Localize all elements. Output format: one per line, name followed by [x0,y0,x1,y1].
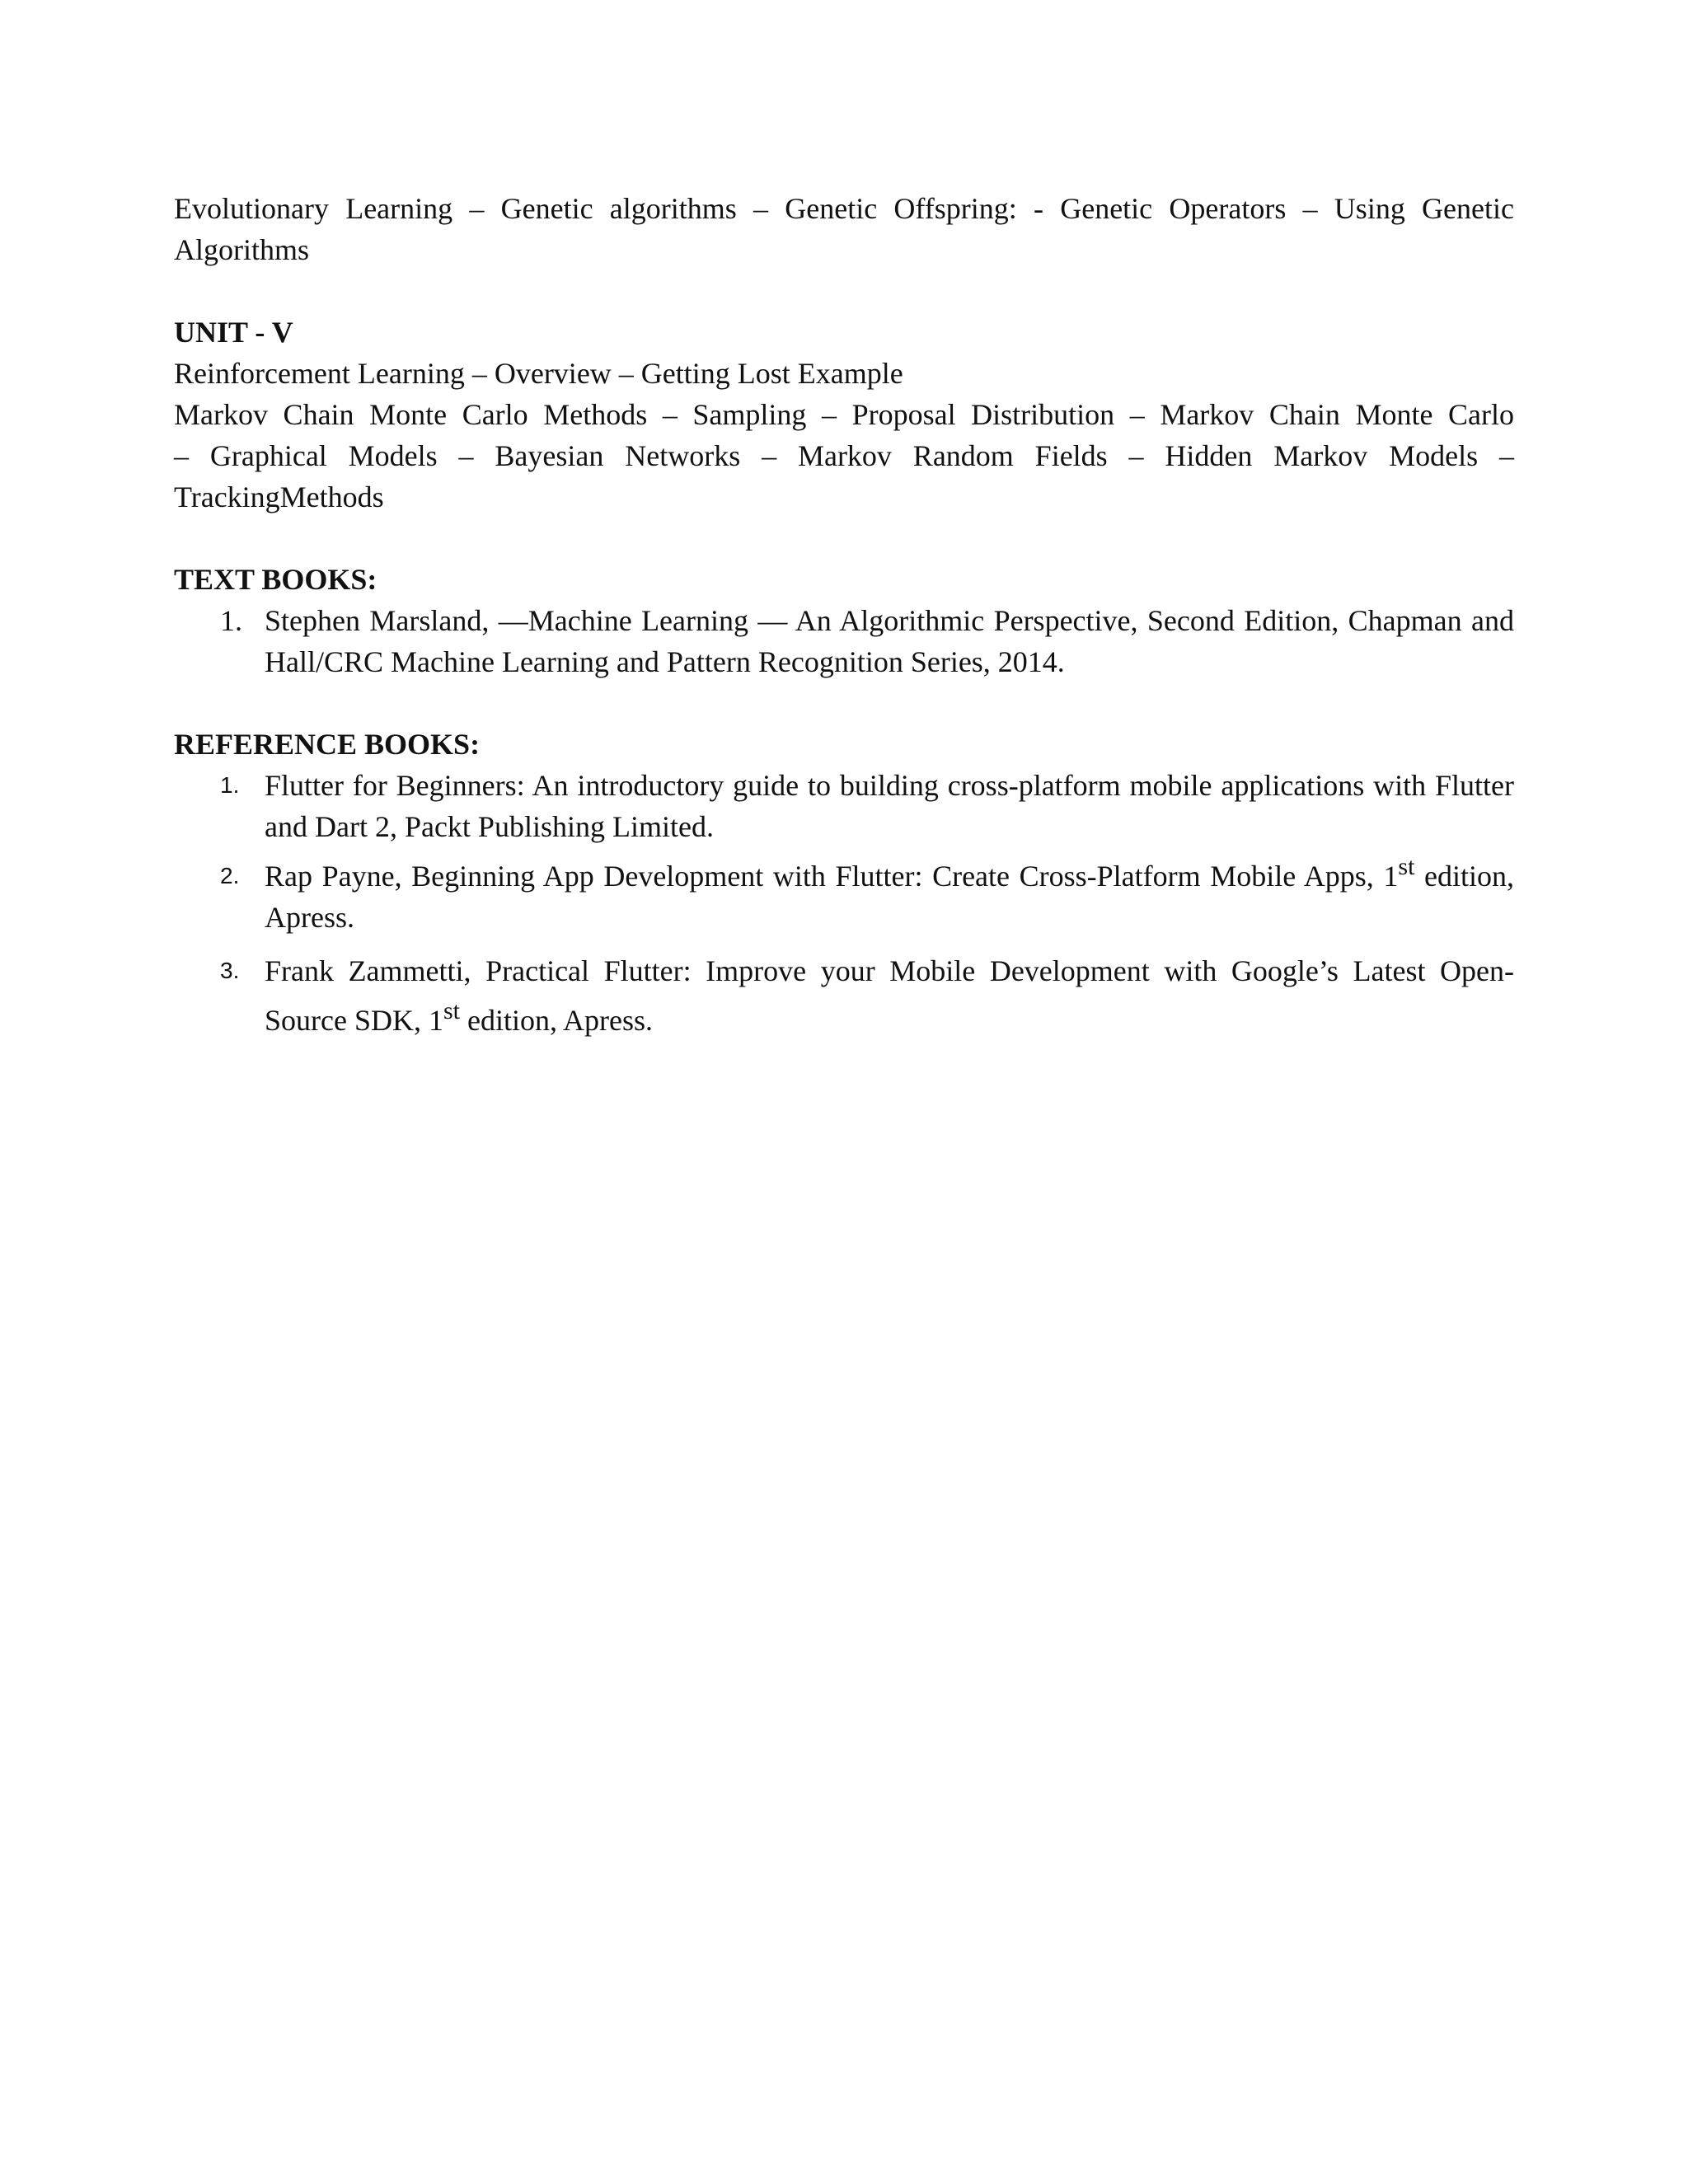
spacer [174,682,1514,724]
document-page [174,188,1514,1053]
intro-line-2: Algorithms [174,233,310,266]
list-text: Stephen Marsland, ―Machine Learning — An Algorithmic Perspective, Second Edition, Chapman and Hall/CRC Machine Learning and Pattern Recognition Series, 2014. [265,604,1514,678]
reference-books-heading: REFERENCE BOOKS: [174,728,481,761]
superscript: st [443,997,460,1024]
list-text: Rap Payne, Beginning App Development with Flutter: Create Cross-Platform Mobile Apps, 1 [265,860,1399,893]
unit5-line-1: Reinforcement Learning – Overview – Getting Lost Example [174,357,903,390]
list-text: Flutter for Beginners: An introductory guide to building cross-platform mobile applications with Flutter and Dart 2, Packt Publishing Limited. [265,769,1514,843]
unit5-line-2: Markov Chain Monte Carlo Methods – Sampling – Proposal Distribution – Markov Chain Monte Carlo [174,398,1514,431]
list-text-after: edition, Apress. [460,1004,653,1037]
list-item [174,946,1514,1045]
list-item [174,765,1514,847]
superscript: st [1398,853,1415,880]
text-books-list [174,600,1514,682]
reference-books-list [174,765,1514,1045]
list-text-after: edition, Apress. [265,860,1515,934]
list-item [174,855,1514,938]
unit5-line-3: – Graphical Models – Bayesian Networks – Markov Random Fields – Hidden Markov Models – [174,439,1514,472]
text-books-heading: TEXT BOOKS: [174,563,377,596]
list-number: 1. [220,772,240,798]
list-number: 1. [220,604,242,637]
spacer [174,270,1514,312]
list-item [174,600,1514,682]
list-text: Frank Zammetti, Practical Flutter: Improve your Mobile Development with Google’s Latest Open-Source SDK, 1 [265,954,1514,1037]
unit5-heading: UNIT - V [174,316,293,349]
spacer [174,518,1514,559]
intro-line-1: Evolutionary Learning – Genetic algorithms – Genetic Offspring: - Genetic Operators – Using Genetic [174,192,1514,225]
list-number: 3. [220,958,240,983]
list-number: 2. [220,863,240,888]
unit5-line-4: TrackingMethods [174,480,384,513]
